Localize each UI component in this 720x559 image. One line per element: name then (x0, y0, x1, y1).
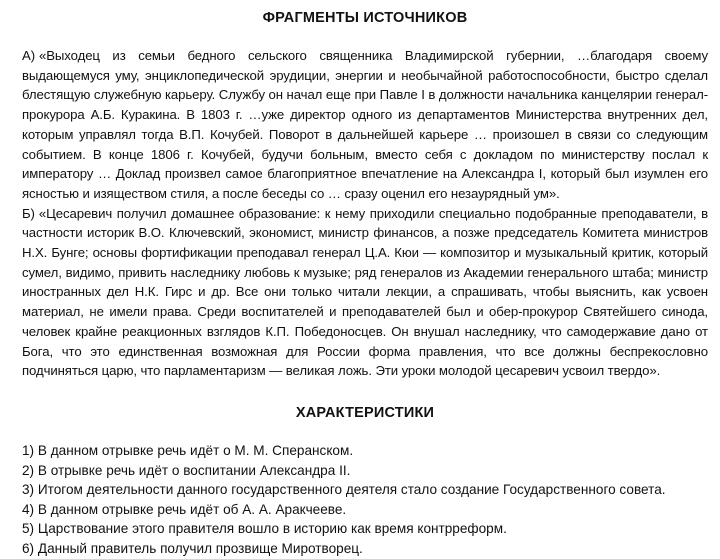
list-item (22, 461, 708, 481)
item-number: 2) (22, 462, 35, 478)
item-number: 5) (22, 521, 35, 537)
list-item (22, 500, 708, 520)
item-number: 3) (22, 482, 35, 498)
item-number: 6) (22, 540, 35, 556)
sources-heading: ФРАГМЕНТЫ ИСТОЧНИКОВ (262, 10, 468, 26)
characteristics-heading: ХАРАКТЕРИСТИКИ (295, 404, 435, 421)
item-text: В данном отрывке речь идёт о М. М. Сперанском. (37, 442, 354, 458)
fragment-b-text: «Цесаревич получил домашнее образование: к нему приходили специально подобранные преподаватели, в частности историк В.О. Ключевский, экономист, министр финансов, а позже председатель Комитета министров Н.Х. Бунге; основы фортификации преподавал генерал Ц.А. Кюи — композитор и музыкальный критик, который сумел, видимо, привить наследнику любовь к музыке; ряд генералов из Академии генерального штаба; министр иностранных дел Н.К. Гирс и др. Все они только читали лекции, а спрашивать, чтобы выяснить, как усвоен материал, не имели права. Среди воспитателей и преподавателей был и обер-прокурор Святейшего синода, человек крайне реакционных взглядов К.П. Победоносцев. Он внушал наследнику, что самодержавие дано от Бога, что это единственная возможная для России форма правления, что все должны беспрекословно подчиняться царю, что парламентаризм — великая ложь. Эти уроки молодой цесаревич усвоил твердо». (22, 205, 708, 379)
fragment-a (22, 46, 708, 204)
list-item (22, 519, 708, 539)
item-text: Царствование этого правителя вошло в историю как время контрреформ. (37, 521, 507, 537)
fragment-a-text: «Выходец из семьи бедного сельского священника Владимирской губернии, …благодаря своему выдающемуся уму, энциклопедической эрудиции, энергии и необычайной работоспособности, быстро сделал блестящую служебную карьеру. Службу он начал еще при Павле I в должности начальника канцелярии генерал-прокурора А.Б. Куракина. В 1803 г. …уже директор одного из департаментов Министерства внутренних дел, которым управлял тогда В.П. Кочубей. Поворот в дальнейшей карьере … произошел в связи со следующим событием. В конце 1806 г. Кочубей, будучи больным, вместо себя с докладом по министерству послал к императору … Доклад произвел самое благоприятное впечатление на Александра I, который был изумлен его ясностью и изяществом стиля, а после беседы со … сразу оценил его незаурядный ум». (22, 48, 708, 201)
item-number: 1) (22, 442, 35, 458)
list-item (22, 539, 708, 559)
item-number: 4) (22, 501, 35, 517)
list-item (22, 441, 708, 461)
characteristics-list (22, 441, 708, 559)
fragment-b (22, 204, 708, 381)
fragment-b-marker: Б) (22, 205, 35, 221)
item-text: Данный правитель получил прозвище Миротворец. (37, 540, 363, 556)
fragment-a-marker: А) (22, 48, 35, 63)
item-text: В отрывке речь идёт о воспитании Александра II. (37, 462, 351, 478)
item-text: Итогом деятельности данного государственного деятеля стало создание Государственного совета. (37, 482, 666, 498)
list-item (22, 480, 708, 500)
item-text: В данном отрывке речь идёт об А. А. Аракчееве. (37, 501, 347, 517)
